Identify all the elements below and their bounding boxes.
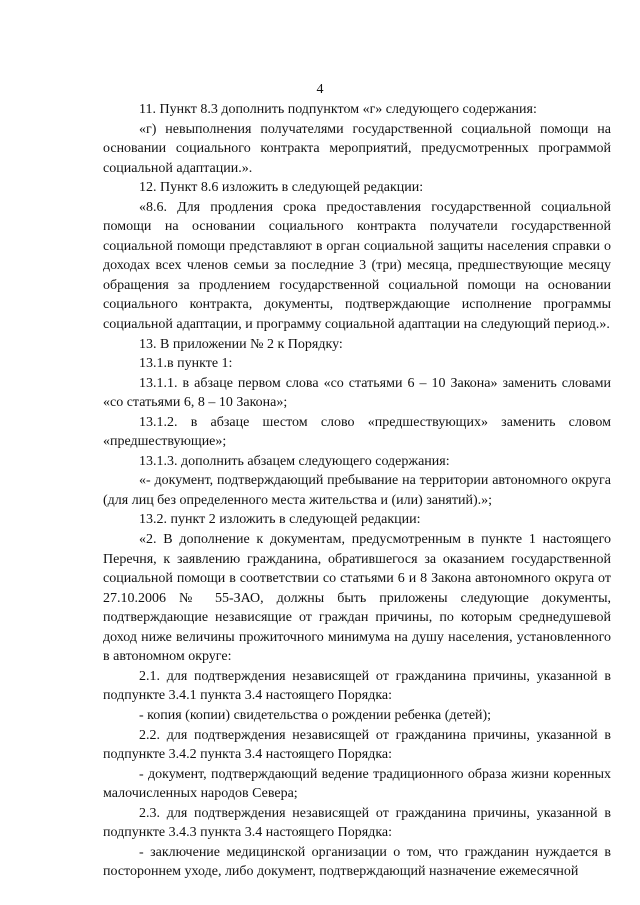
page-number: 4 [316, 82, 324, 97]
paragraph-item-13-1-1: 13.1.1. в абзаце первом слова «со статьями 6 – 10 Закона» заменить словами «со статьями 6, 8 – 10 Закона»; [103, 375, 611, 411]
paragraph-item-12: 12. Пункт 8.6 изложить в следующей редакции: [139, 180, 424, 196]
paragraph-item-2-2: 2.2. для подтверждения независящей от гражданина причины, указанной в подпункте 3.4.2 пункта 3.4 настоящего Порядка: [103, 727, 611, 763]
paragraph-item-13: 13. В приложении № 2 к Порядку: [139, 336, 343, 352]
paragraph-item-2-3: 2.3. для подтверждения независящей от гражданина причины, указанной в подпункте 3.4.3 пункта 3.4 настоящего Порядка: [103, 805, 611, 841]
paragraph-item-2-text: «2. В дополнение к документам, предусмотренным в пункте 1 настоящего Перечня, к заявлению гражданина, обратившегося за оказанием государственной социальной помощи в соответствии со статьями 6 и 8 Закона автономного округа от 27.10.2006 № 55-ЗАО, должны быть приложены следующие документы, подтверждающие независящие от граждан причины, по которым среднедушевой доход ниже величины прожиточного минимума на душу населения, установленного в автономном округе: [103, 532, 611, 665]
paragraph-residence-document: «- документ, подтверждающий пребывание на территории автономного округа (для лиц без определенного места жительства и (или) занятий).»; [103, 473, 611, 508]
paragraph-birth-certificate: - копия (копии) свидетельства о рождении ребенка (детей); [139, 707, 492, 723]
paragraph-item-13-1-2: 13.1.2. в абзаце шестом слово «предшествующих» заменить словом «предшествующие»; [103, 414, 611, 450]
paragraph-item-2-1: 2.1. для подтверждения независящей от гражданина причины, указанной в подпункте 3.4.1 пункта 3.4 настоящего Порядка: [103, 668, 611, 704]
paragraph-item-8-6-text: «8.6. Для продления срока предоставления государственной социальной помощи на основании социального контракта получатели государственной социальной помощи представляют в орган социальной защиты населения справки о доходах всех членов семьи за последние 3 (три) месяца, предшествующие месяцу обращения за продлением государственной социальной помощи на основании социального контракта, документы, подтверждающие исполнение программы социальной адаптации, и программу социальной адаптации на следующий период.». [103, 199, 611, 333]
paragraph-subitem-g-text: «г) невыполнения получателями государственной социальной помощи на основании социального контракта мероприятий, предусмотренных программой социальной адаптации.». [103, 121, 611, 176]
paragraph-item-13-2: 13.2. пункт 2 изложить в следующей редакции: [139, 512, 421, 528]
paragraph-item-13-1: 13.1.в пункте 1: [139, 356, 233, 372]
document-body [103, 100, 611, 882]
paragraph-medical-conclusion: - заключение медицинской организации о том, что гражданин нуждается в постороннем уходе, либо документ, подтверждающий назначение ежемесячной [103, 844, 611, 880]
paragraph-traditional-lifestyle: - документ, подтверждающий ведение традиционного образа жизни коренных малочисленных народов Севера; [103, 766, 611, 802]
paragraph-item-13-1-3: 13.1.3. дополнить абзацем следующего содержания: [139, 453, 450, 469]
paragraph-item-11: 11. Пункт 8.3 дополнить подпунктом «г» следующего содержания: [139, 102, 537, 117]
